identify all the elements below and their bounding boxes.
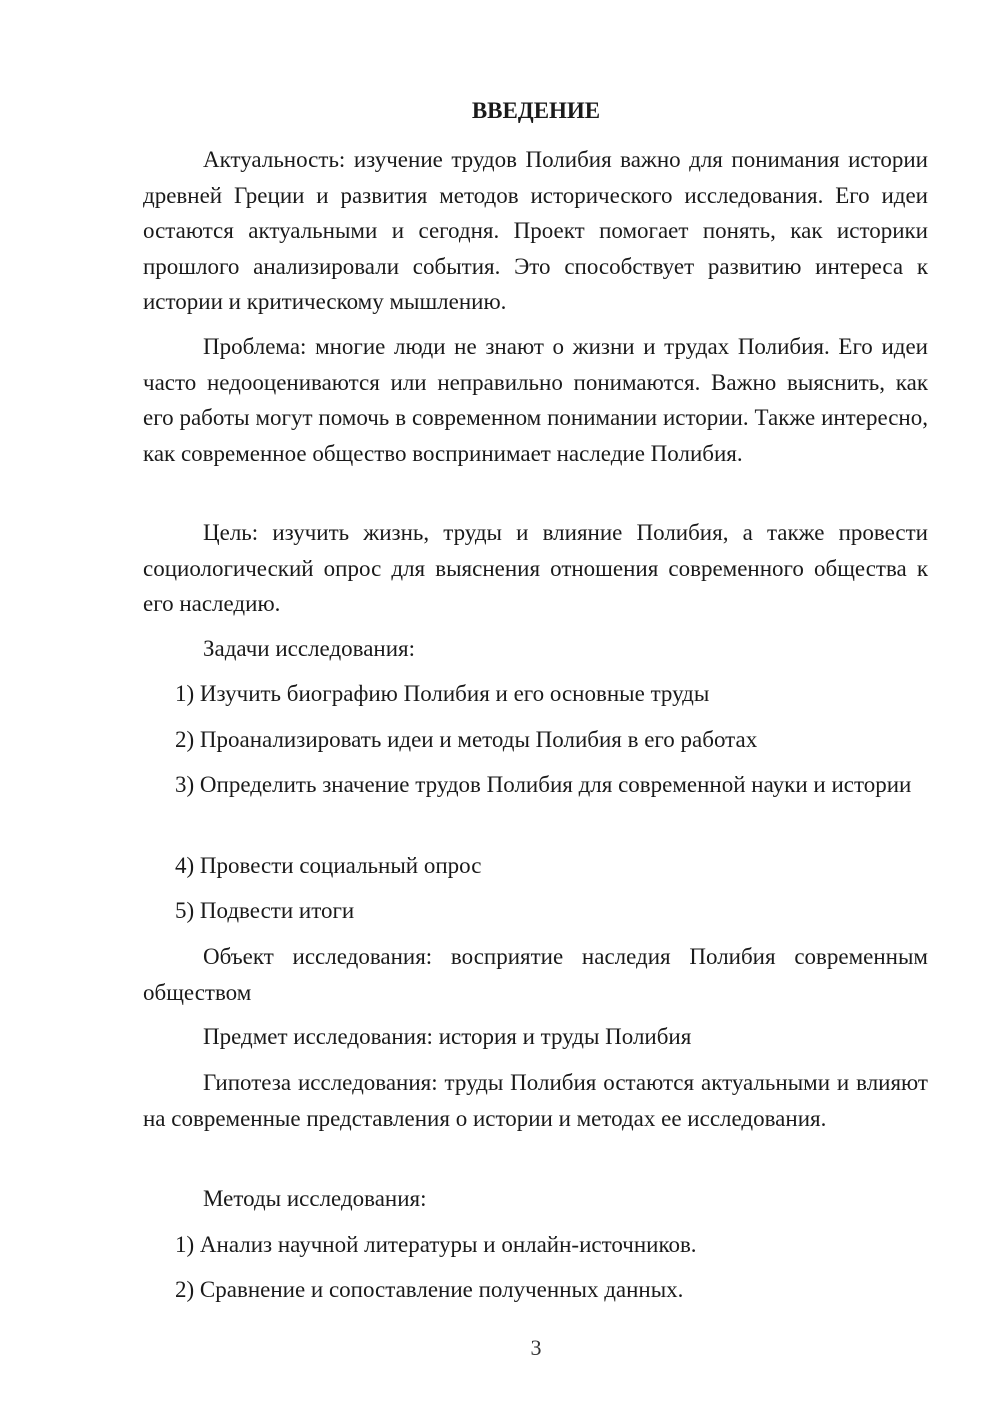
page-title: ВВЕДЕНИЕ — [471, 98, 601, 123]
problem-paragraph: Проблема: многие люди не знают о жизни и трудах Полибия. Его идеи часто недооцениваются или неправильно понимаются. Важно выяснить, как его работы могут помочь в современном понимании истории. Также интересно, как современное общество воспринимает наследие Полибия. — [143, 334, 928, 466]
tasks-heading: Задачи исследования: — [203, 636, 416, 661]
task-item: 4) Провести социальный опрос — [175, 853, 482, 878]
method-item: 1) Анализ научной литературы и онлайн-источников. — [175, 1232, 697, 1257]
subject-paragraph: Предмет исследования: история и труды Полибия — [203, 1024, 692, 1049]
task-item: 5) Подвести итоги — [175, 898, 355, 923]
task-item: 2) Проанализировать идеи и методы Полибия в его работах — [175, 727, 758, 752]
method-item: 2) Сравнение и сопоставление полученных данных. — [175, 1277, 684, 1302]
page-number: 3 — [530, 1335, 542, 1360]
task-item: 3) Определить значение трудов Полибия для современной науки и истории — [175, 772, 912, 797]
hypothesis-paragraph: Гипотеза исследования: труды Полибия остаются актуальными и влияют на современные представления о истории и методах ее исследования. — [143, 1070, 928, 1131]
object-paragraph: Объект исследования: восприятие наследия Полибия современным обществом — [143, 944, 928, 1005]
goal-paragraph: Цель: изучить жизнь, труды и влияние Полибия, а также провести социологический опрос для выяснения отношения современного общества к его наследию. — [143, 520, 928, 616]
task-item: 1) Изучить биографию Полибия и его основные труды — [175, 681, 710, 706]
relevance-paragraph: Актуальность: изучение трудов Полибия важно для понимания истории древней Греции и развития методов исторического исследования. Его идеи остаются актуальными и сегодня. Проект помогает понять, как историки прошлого анализировали события. Это способствует развитию интереса к истории и критическому мышлению. — [143, 147, 928, 314]
methods-heading: Методы исследования: — [203, 1186, 427, 1211]
